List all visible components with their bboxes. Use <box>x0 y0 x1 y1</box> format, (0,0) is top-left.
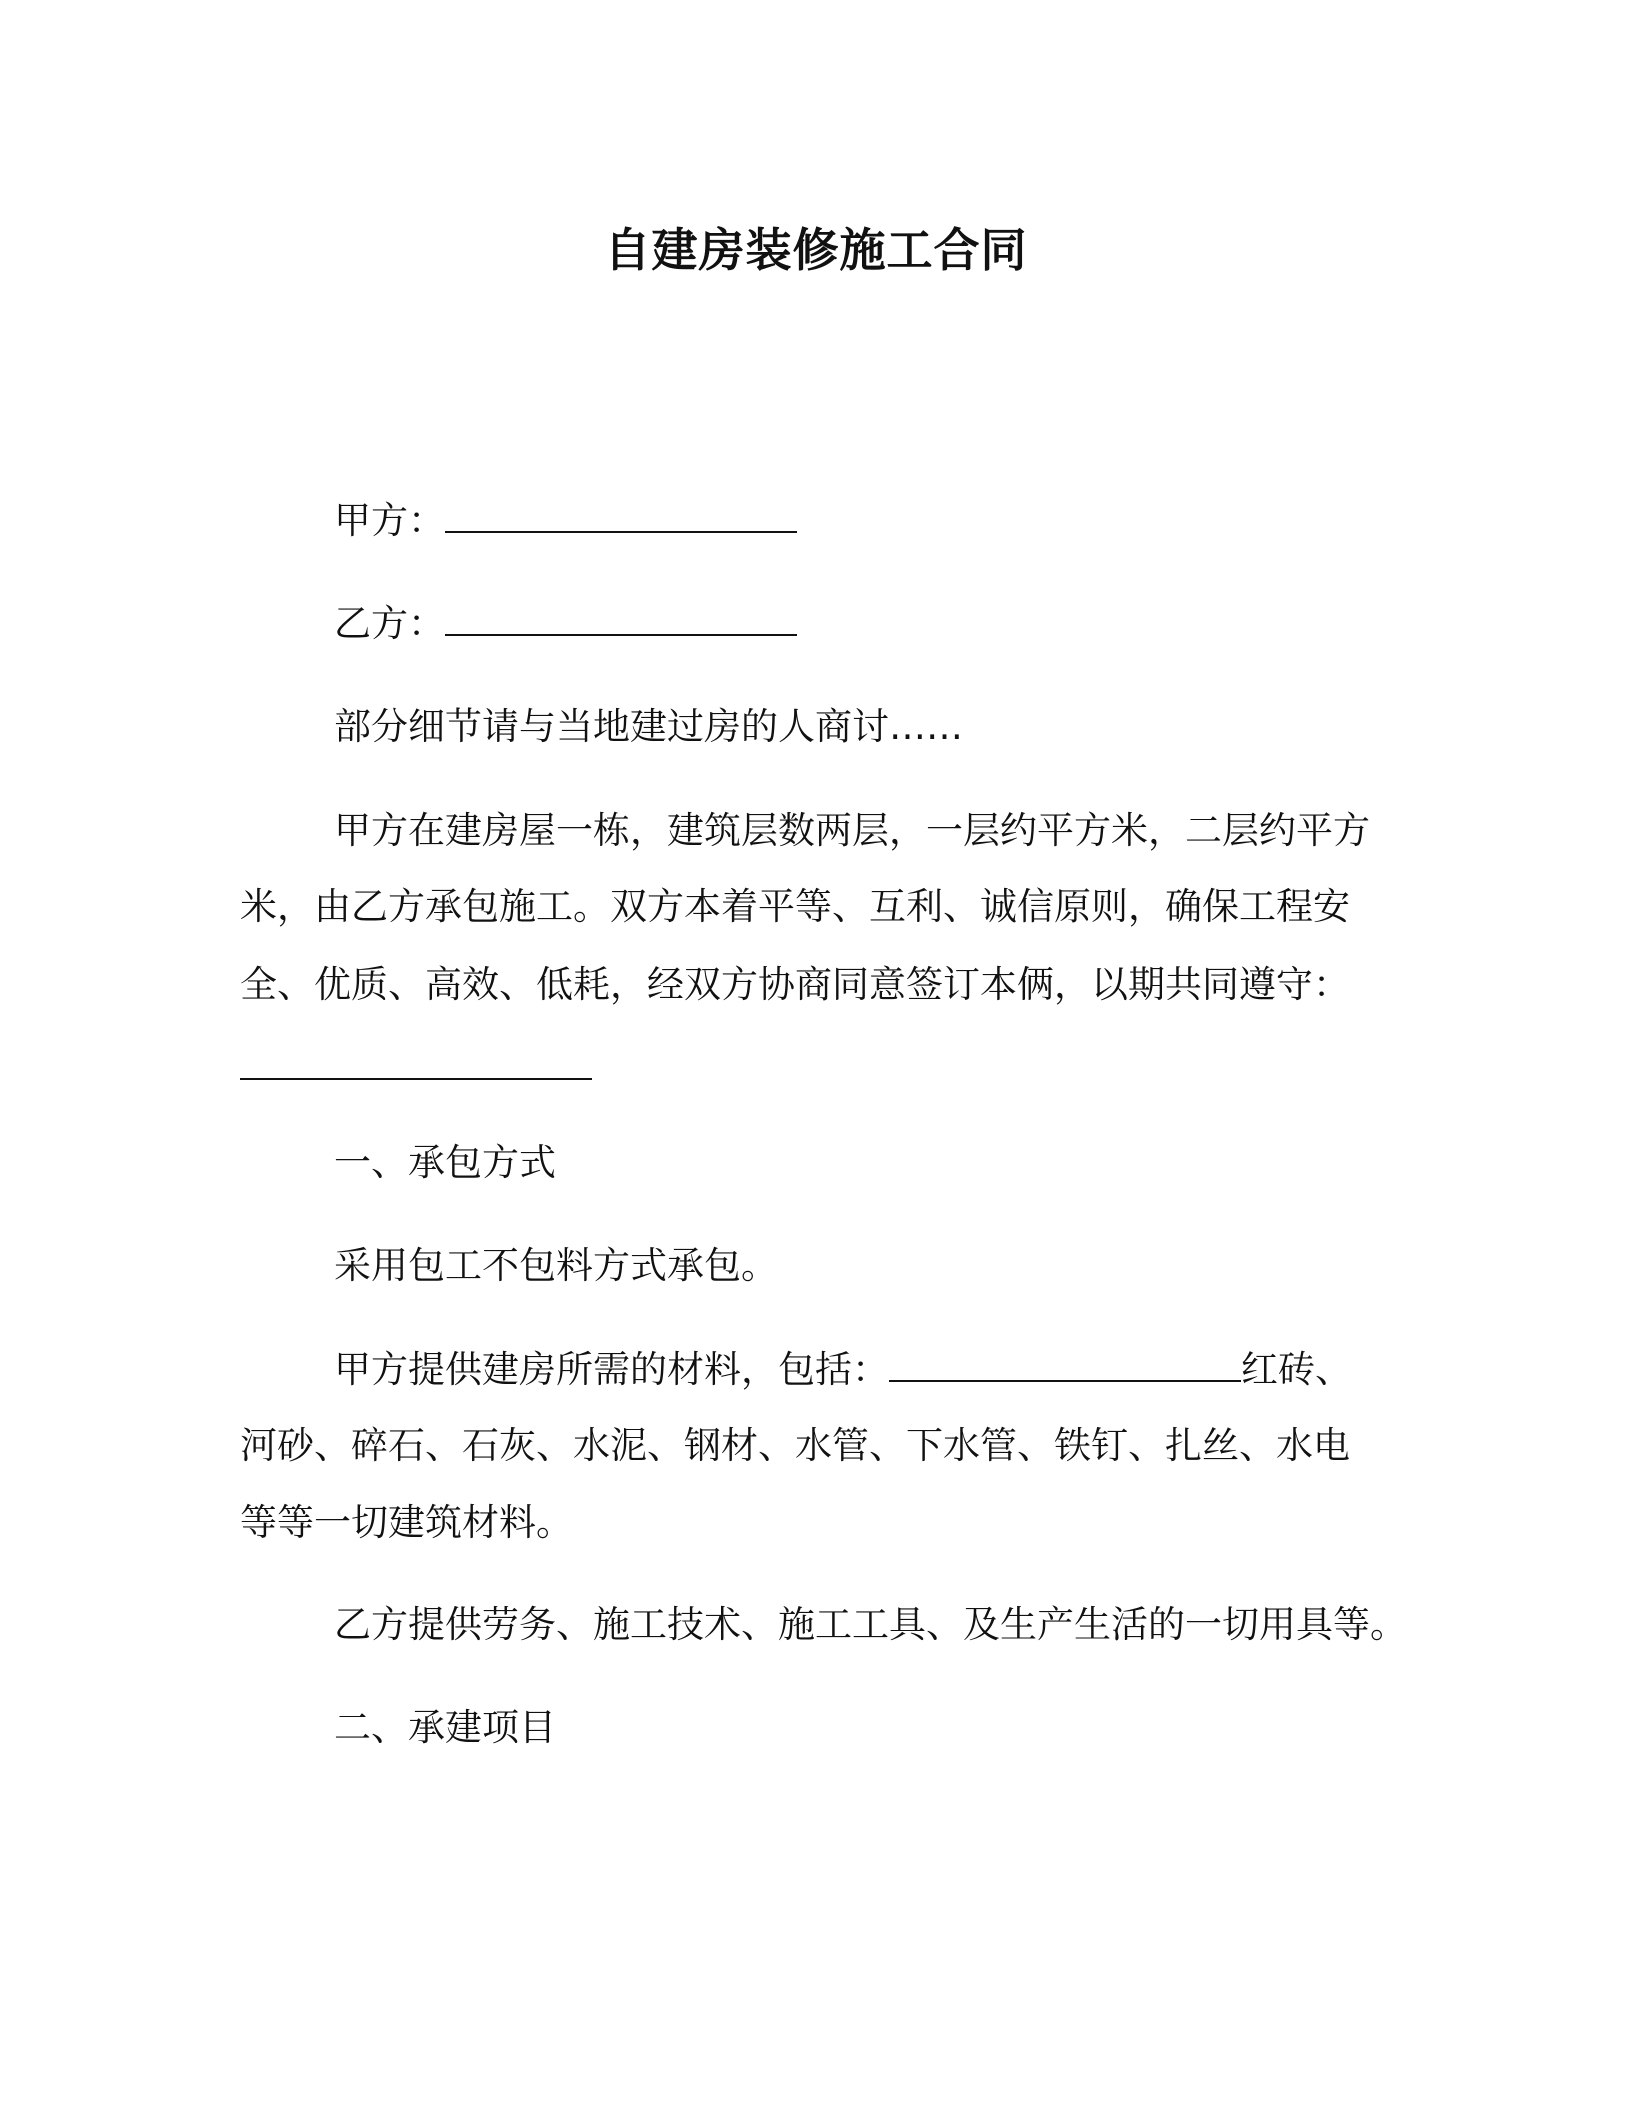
section1-p2-line2: 河砂、碎石、石灰、水泥、钢材、水管、下水管、铁钉、扎丝、水电 <box>240 1424 1350 1467</box>
section2-heading: 二、承建项目 <box>334 1706 556 1749</box>
section1-p3: 乙方提供劳务、施工技术、施工工具、及生产生活的一切用具等。 <box>334 1603 1407 1646</box>
party-a-label: 甲方： <box>334 499 445 542</box>
section1-p2-suffix: 红砖、 <box>1241 1348 1352 1391</box>
section1-heading: 一、承包方式 <box>334 1141 556 1184</box>
intro-blank-line <box>240 1044 592 1091</box>
party-b-blank <box>445 600 797 636</box>
party-a-line <box>334 497 797 544</box>
party-b-line <box>334 600 797 647</box>
party-b-label: 乙方： <box>334 602 445 645</box>
section1-p2-prefix: 甲方提供建房所需的材料，包括： <box>334 1348 889 1391</box>
intro-blank <box>240 1044 592 1080</box>
document-title: 自建房装修施工合同 <box>604 223 1028 277</box>
intro-line-3: 全、优质、高效、低耗，经双方协商同意签订本俩，以期共同遵守： <box>240 963 1350 1006</box>
party-a-blank <box>445 497 797 533</box>
section1-p1: 采用包工不包料方式承包。 <box>334 1244 778 1287</box>
materials-blank <box>889 1346 1241 1382</box>
intro-line-2: 米，由乙方承包施工。双方本着平等、互利、诚信原则，确保工程安 <box>240 885 1350 928</box>
intro-line-1: 甲方在建房屋一栋，建筑层数两层，一层约平方米，二层约平方 <box>334 809 1370 852</box>
section1-p2-line3: 等等一切建筑材料。 <box>240 1501 573 1544</box>
section1-p2-line1 <box>334 1346 1352 1393</box>
note-paragraph: 部分细节请与当地建过房的人商讨…… <box>334 705 963 748</box>
